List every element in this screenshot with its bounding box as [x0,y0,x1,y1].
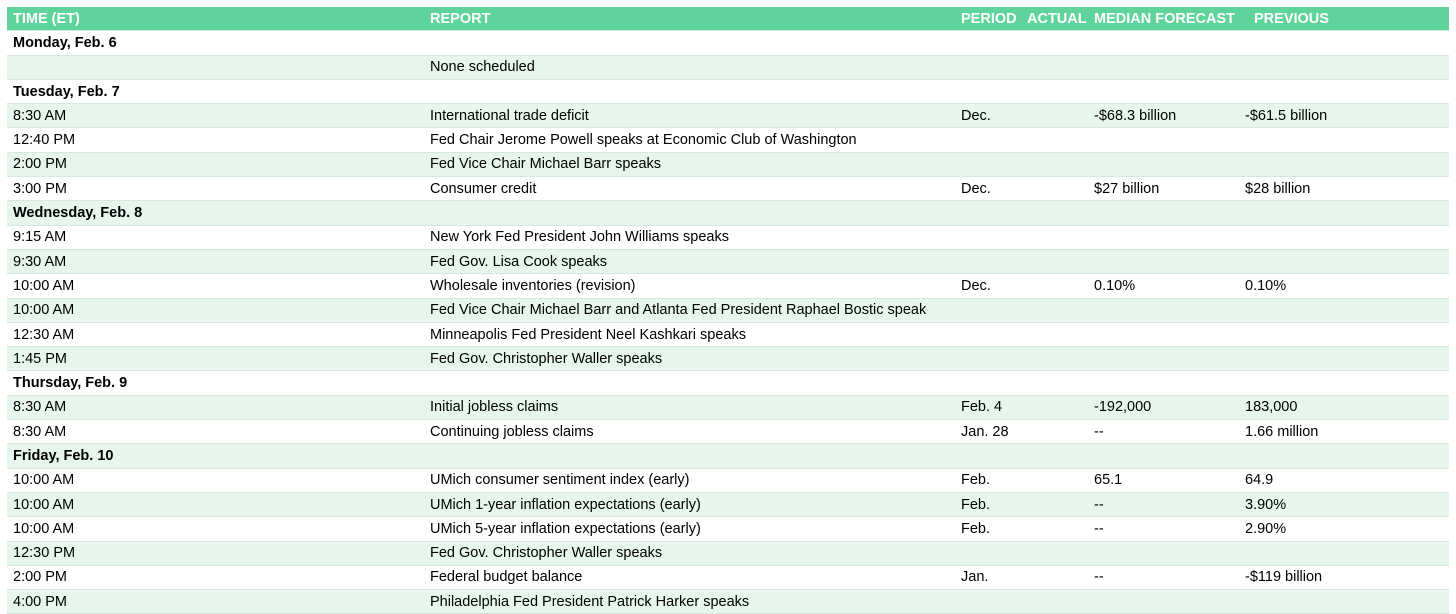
table-row [7,492,1449,516]
previous-cell [1239,541,1449,565]
actual-cell [1021,565,1088,589]
actual-cell [1021,55,1088,79]
actual-cell [1021,104,1088,128]
time-cell: 10:00 AM [7,468,424,492]
time-cell: 8:30 AM [7,420,424,444]
calendar-sheet [7,7,1449,614]
actual-cell [1021,492,1088,516]
day-header-row [7,371,1449,395]
median-forecast-cell [1088,152,1239,176]
previous-cell [1239,225,1449,249]
previous-cell: 2.90% [1239,517,1449,541]
empty-cell [1021,79,1088,103]
median-forecast-cell: -- [1088,517,1239,541]
actual-cell [1021,420,1088,444]
table-row [7,468,1449,492]
median-forecast-cell [1088,128,1239,152]
period-cell [955,152,1021,176]
median-forecast-cell [1088,541,1239,565]
median-forecast-cell: -- [1088,565,1239,589]
actual-cell [1021,274,1088,298]
empty-cell [1088,444,1239,468]
empty-cell [955,444,1021,468]
report-cell: International trade deficit [424,104,955,128]
report-cell: UMich consumer sentiment index (early) [424,468,955,492]
previous-cell: 0.10% [1239,274,1449,298]
median-forecast-cell [1088,298,1239,322]
period-cell: Feb. 4 [955,395,1021,419]
empty-cell [955,79,1021,103]
median-forecast-cell: $27 billion [1088,177,1239,201]
previous-cell [1239,298,1449,322]
empty-cell [955,31,1021,55]
median-forecast-cell [1088,590,1239,614]
report-cell: Fed Vice Chair Michael Barr speaks [424,152,955,176]
report-cell: Philadelphia Fed President Patrick Harker speaks [424,590,955,614]
report-cell: Fed Gov. Christopher Waller speaks [424,541,955,565]
empty-cell [1021,201,1088,225]
actual-cell [1021,298,1088,322]
period-cell: Jan. 28 [955,420,1021,444]
day-label: Friday, Feb. 10 [7,444,424,468]
time-cell [7,55,424,79]
actual-cell [1021,468,1088,492]
median-forecast-cell: -- [1088,420,1239,444]
report-cell: Wholesale inventories (revision) [424,274,955,298]
report-cell: UMich 5-year inflation expectations (early) [424,517,955,541]
actual-cell [1021,128,1088,152]
actual-cell [1021,152,1088,176]
table-row [7,128,1449,152]
time-cell: 9:15 AM [7,225,424,249]
header-report: REPORT [424,7,955,31]
empty-cell [424,371,955,395]
table-body [7,31,1449,614]
time-cell: 2:00 PM [7,565,424,589]
empty-cell [955,371,1021,395]
time-cell: 9:30 AM [7,249,424,273]
median-forecast-cell: -- [1088,492,1239,516]
actual-cell [1021,177,1088,201]
header-median-forecast: MEDIAN FORECAST [1088,7,1239,31]
empty-cell [1021,31,1088,55]
header-period: PERIOD [955,7,1021,31]
previous-cell: 183,000 [1239,395,1449,419]
table-row [7,55,1449,79]
period-cell: Dec. [955,104,1021,128]
time-cell: 12:30 AM [7,322,424,346]
period-cell [955,347,1021,371]
period-cell: Feb. [955,468,1021,492]
header-time: TIME (ET) [7,7,424,31]
header-previous: PREVIOUS [1239,7,1449,31]
previous-cell [1239,128,1449,152]
empty-cell [1239,371,1449,395]
time-cell: 12:30 PM [7,541,424,565]
median-forecast-cell: 65.1 [1088,468,1239,492]
day-header-row [7,79,1449,103]
median-forecast-cell: 0.10% [1088,274,1239,298]
empty-cell [1021,371,1088,395]
empty-cell [1239,31,1449,55]
previous-cell: -$119 billion [1239,565,1449,589]
previous-cell: $28 billion [1239,177,1449,201]
previous-cell [1239,249,1449,273]
period-cell [955,249,1021,273]
previous-cell: 3.90% [1239,492,1449,516]
empty-cell [424,79,955,103]
actual-cell [1021,395,1088,419]
table-row [7,420,1449,444]
previous-cell: 64.9 [1239,468,1449,492]
report-cell: New York Fed President John Williams speaks [424,225,955,249]
table-row [7,152,1449,176]
actual-cell [1021,541,1088,565]
empty-cell [1239,79,1449,103]
previous-cell [1239,322,1449,346]
actual-cell [1021,347,1088,371]
table-row [7,225,1449,249]
table-row [7,565,1449,589]
empty-cell [1088,79,1239,103]
empty-cell [1239,201,1449,225]
table-row [7,590,1449,614]
day-header-row [7,31,1449,55]
day-header-row [7,201,1449,225]
table-row [7,249,1449,273]
time-cell: 1:45 PM [7,347,424,371]
time-cell: 8:30 AM [7,395,424,419]
period-cell: Dec. [955,274,1021,298]
table-row [7,104,1449,128]
previous-cell [1239,152,1449,176]
previous-cell [1239,590,1449,614]
day-label: Wednesday, Feb. 8 [7,201,424,225]
empty-cell [424,201,955,225]
median-forecast-cell [1088,322,1239,346]
header-actual: ACTUAL [1021,7,1088,31]
day-header-row [7,444,1449,468]
actual-cell [1021,225,1088,249]
empty-cell [424,31,955,55]
median-forecast-cell [1088,55,1239,79]
time-cell: 10:00 AM [7,274,424,298]
median-forecast-cell: -192,000 [1088,395,1239,419]
empty-cell [1088,201,1239,225]
period-cell: Feb. [955,492,1021,516]
median-forecast-cell [1088,347,1239,371]
time-cell: 10:00 AM [7,492,424,516]
period-cell: Jan. [955,565,1021,589]
time-cell: 12:40 PM [7,128,424,152]
median-forecast-cell [1088,249,1239,273]
report-cell: Continuing jobless claims [424,420,955,444]
table-row [7,298,1449,322]
table-row [7,395,1449,419]
header-row [7,7,1449,31]
actual-cell [1021,322,1088,346]
day-label: Tuesday, Feb. 7 [7,79,424,103]
report-cell: UMich 1-year inflation expectations (early) [424,492,955,516]
previous-cell: 1.66 million [1239,420,1449,444]
period-cell [955,590,1021,614]
period-cell [955,322,1021,346]
empty-cell [1088,31,1239,55]
period-cell: Feb. [955,517,1021,541]
report-cell: Initial jobless claims [424,395,955,419]
period-cell: Dec. [955,177,1021,201]
report-cell: None scheduled [424,55,955,79]
time-cell: 4:00 PM [7,590,424,614]
day-label: Monday, Feb. 6 [7,31,424,55]
report-cell: Minneapolis Fed President Neel Kashkari speaks [424,322,955,346]
empty-cell [424,444,955,468]
time-cell: 2:00 PM [7,152,424,176]
empty-cell [955,201,1021,225]
report-cell: Fed Vice Chair Michael Barr and Atlanta Fed President Raphael Bostic speak [424,298,955,322]
table-row [7,347,1449,371]
actual-cell [1021,249,1088,273]
median-forecast-cell [1088,225,1239,249]
actual-cell [1021,590,1088,614]
table-row [7,177,1449,201]
economic-calendar-table [7,7,1449,614]
median-forecast-cell: -$68.3 billion [1088,104,1239,128]
report-cell: Federal budget balance [424,565,955,589]
report-cell: Fed Gov. Lisa Cook speaks [424,249,955,273]
time-cell: 10:00 AM [7,517,424,541]
table-row [7,541,1449,565]
time-cell: 3:00 PM [7,177,424,201]
previous-cell [1239,347,1449,371]
table-row [7,274,1449,298]
period-cell [955,541,1021,565]
empty-cell [1021,444,1088,468]
empty-cell [1239,444,1449,468]
time-cell: 10:00 AM [7,298,424,322]
period-cell [955,128,1021,152]
period-cell [955,55,1021,79]
actual-cell [1021,517,1088,541]
table-row [7,517,1449,541]
report-cell: Fed Gov. Christopher Waller speaks [424,347,955,371]
previous-cell: -$61.5 billion [1239,104,1449,128]
report-cell: Fed Chair Jerome Powell speaks at Economic Club of Washington [424,128,955,152]
table-row [7,322,1449,346]
previous-cell [1239,55,1449,79]
period-cell [955,225,1021,249]
report-cell: Consumer credit [424,177,955,201]
time-cell: 8:30 AM [7,104,424,128]
day-label: Thursday, Feb. 9 [7,371,424,395]
empty-cell [1088,371,1239,395]
period-cell [955,298,1021,322]
